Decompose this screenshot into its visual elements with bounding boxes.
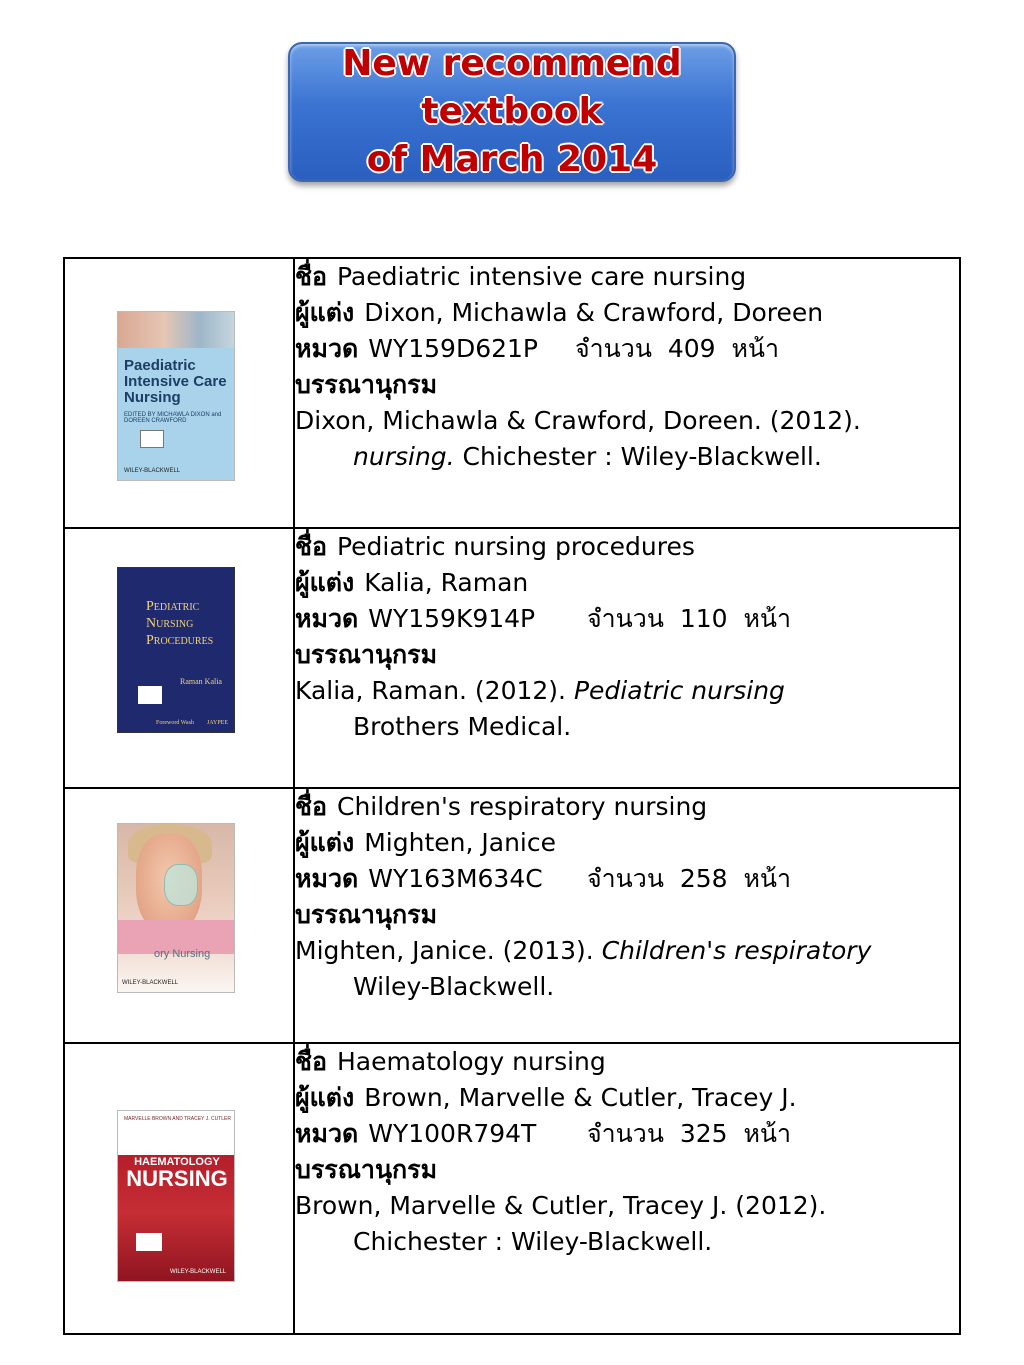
cover-authors: EDITED BY MICHAWLA DIXON and DOREEN CRAWFORD xyxy=(124,412,222,424)
barcode-sticker xyxy=(136,1233,162,1251)
book-author: Brown, Marvelle & Cutler, Tracey J. xyxy=(364,1083,797,1112)
call-number: WY100R794T xyxy=(368,1119,537,1148)
book-cover-image[interactable] xyxy=(117,823,235,993)
count-suffix: หน้า xyxy=(743,864,792,893)
book-author: Mighten, Janice xyxy=(364,828,556,857)
bib-text: Dixon, Michawla & Crawford, Doreen. (2012). xyxy=(295,406,861,435)
bibliography-label: บรรณานุกรม xyxy=(295,640,438,669)
book-cover-image[interactable] xyxy=(117,311,235,481)
count-prefix: จำนวน xyxy=(587,1119,664,1148)
book-info xyxy=(295,1044,959,1260)
title-banner xyxy=(288,42,736,182)
bib-italic: Children's respiratory xyxy=(601,936,872,965)
bibliography-line-1 xyxy=(295,1188,959,1224)
book-row xyxy=(64,788,960,1043)
cover-title xyxy=(118,348,234,406)
banner-line-1: New recommend xyxy=(342,43,682,84)
bibliography-line-2 xyxy=(295,439,959,475)
book-cover-image[interactable] xyxy=(117,567,235,733)
bibliography-line-1 xyxy=(295,403,959,439)
bib-text: Wiley-Blackwell. xyxy=(353,972,555,1001)
bibliography-label: บรรณานุกรม xyxy=(295,370,438,399)
cover-title-line: HAEMATOLOGY xyxy=(134,1156,220,1168)
cover-publisher: WILEY-BLACKWELL xyxy=(122,980,179,986)
barcode-sticker xyxy=(140,430,164,448)
call-number-label: หมวด xyxy=(295,864,359,893)
page-count: 110 xyxy=(679,604,728,633)
cover-cell xyxy=(64,788,294,1043)
cover-title-line: Paediatric xyxy=(124,357,196,374)
call-number-label: หมวด xyxy=(295,334,359,363)
cover-photo-strip xyxy=(118,312,234,348)
page-count: 258 xyxy=(679,864,728,893)
info-cell xyxy=(294,528,960,788)
bib-text: Brothers Medical. xyxy=(353,712,572,741)
bib-italic: Pediatric nursing xyxy=(573,676,785,705)
author-label: ผู้แต่ง xyxy=(295,568,355,597)
cover-publisher-logo: JAYPEE xyxy=(206,720,228,726)
count-prefix: จำนวน xyxy=(587,604,664,633)
title-label: ชื่อ xyxy=(295,1047,327,1076)
cover-title-line: Intensive Care xyxy=(124,373,227,390)
title-label: ชื่อ xyxy=(295,792,327,821)
info-cell xyxy=(294,258,960,528)
cover-title-line: Nursing xyxy=(146,616,194,631)
cover-title-line: Nursing xyxy=(124,389,181,406)
count-prefix: จำนวน xyxy=(587,864,664,893)
bibliography-line-2 xyxy=(295,709,959,745)
cover-publisher: WILEY-BLACKWELL xyxy=(170,1269,227,1275)
bib-text: Mighten, Janice. (2013). xyxy=(295,936,602,965)
cover-authors: MARVELLE BROWN AND TRACEY J. CUTLER xyxy=(124,1116,231,1122)
book-info xyxy=(295,789,959,1005)
bibliography-line-1 xyxy=(295,673,959,709)
call-number: WY159K914P xyxy=(368,604,536,633)
cover-title: ory Nursing xyxy=(154,948,211,960)
count-suffix: หน้า xyxy=(731,334,780,363)
bibliography-line-2 xyxy=(295,1224,959,1260)
book-row xyxy=(64,258,960,528)
count-suffix: หน้า xyxy=(743,604,792,633)
book-author: Dixon, Michawla & Crawford, Doreen xyxy=(364,298,824,327)
book-info xyxy=(295,259,959,475)
bib-italic: nursing. xyxy=(353,442,455,471)
book-title: Pediatric nursing procedures xyxy=(336,532,695,561)
title-label: ชื่อ xyxy=(295,262,327,291)
book-author: Kalia, Raman xyxy=(364,568,529,597)
call-number: WY163M634C xyxy=(368,864,543,893)
cover-title xyxy=(118,1155,235,1189)
book-row xyxy=(64,528,960,788)
call-number: WY159D621P xyxy=(368,334,538,363)
bibliography-label: บรรณานุกรม xyxy=(295,1155,438,1184)
cover-title-line: Procedures xyxy=(146,633,214,648)
book-title: Children's respiratory nursing xyxy=(336,792,708,821)
call-number-label: หมวด xyxy=(295,1119,359,1148)
call-number-label: หมวด xyxy=(295,604,359,633)
book-row xyxy=(64,1043,960,1334)
page-count: 409 xyxy=(667,334,716,363)
book-title: Paediatric intensive care nursing xyxy=(336,262,747,291)
cover-cell xyxy=(64,258,294,528)
bib-text: Kalia, Raman. (2012). xyxy=(295,676,574,705)
bibliography-label: บรรณานุกรม xyxy=(295,900,438,929)
bib-text: Chichester : Wiley-Blackwell. xyxy=(454,442,822,471)
cover-publisher: WILEY-BLACKWELL xyxy=(124,468,181,474)
cover-publisher: Foreword Wash xyxy=(156,720,194,726)
bibliography-line-1 xyxy=(295,933,959,969)
cover-cell xyxy=(64,528,294,788)
cover-authors: Raman Kalia xyxy=(180,677,222,686)
page-count: 325 xyxy=(679,1119,728,1148)
book-info xyxy=(295,529,959,745)
book-table xyxy=(63,257,961,1335)
count-prefix: จำนวน xyxy=(575,334,652,363)
cover-title xyxy=(118,568,234,649)
bibliography-line-2 xyxy=(295,969,959,1005)
banner-line-2: textbook xyxy=(421,91,603,132)
cover-photo-mask xyxy=(164,864,198,906)
author-label: ผู้แต่ง xyxy=(295,298,355,327)
bib-text: Brown, Marvelle & Cutler, Tracey J. (2012). xyxy=(295,1191,827,1220)
cover-title-line: Pediatric xyxy=(146,599,200,614)
bib-text: Chichester : Wiley-Blackwell. xyxy=(353,1227,713,1256)
info-cell xyxy=(294,1043,960,1334)
cover-title-line: NURSING xyxy=(126,1166,228,1191)
info-cell xyxy=(294,788,960,1043)
count-suffix: หน้า xyxy=(743,1119,792,1148)
author-label: ผู้แต่ง xyxy=(295,828,355,857)
book-cover-image[interactable] xyxy=(117,1110,235,1282)
barcode-sticker xyxy=(138,686,162,704)
cover-cell xyxy=(64,1043,294,1334)
banner-line-3: of March 2014 xyxy=(366,139,658,180)
author-label: ผู้แต่ง xyxy=(295,1083,355,1112)
title-label: ชื่อ xyxy=(295,532,327,561)
book-title: Haematology nursing xyxy=(336,1047,606,1076)
